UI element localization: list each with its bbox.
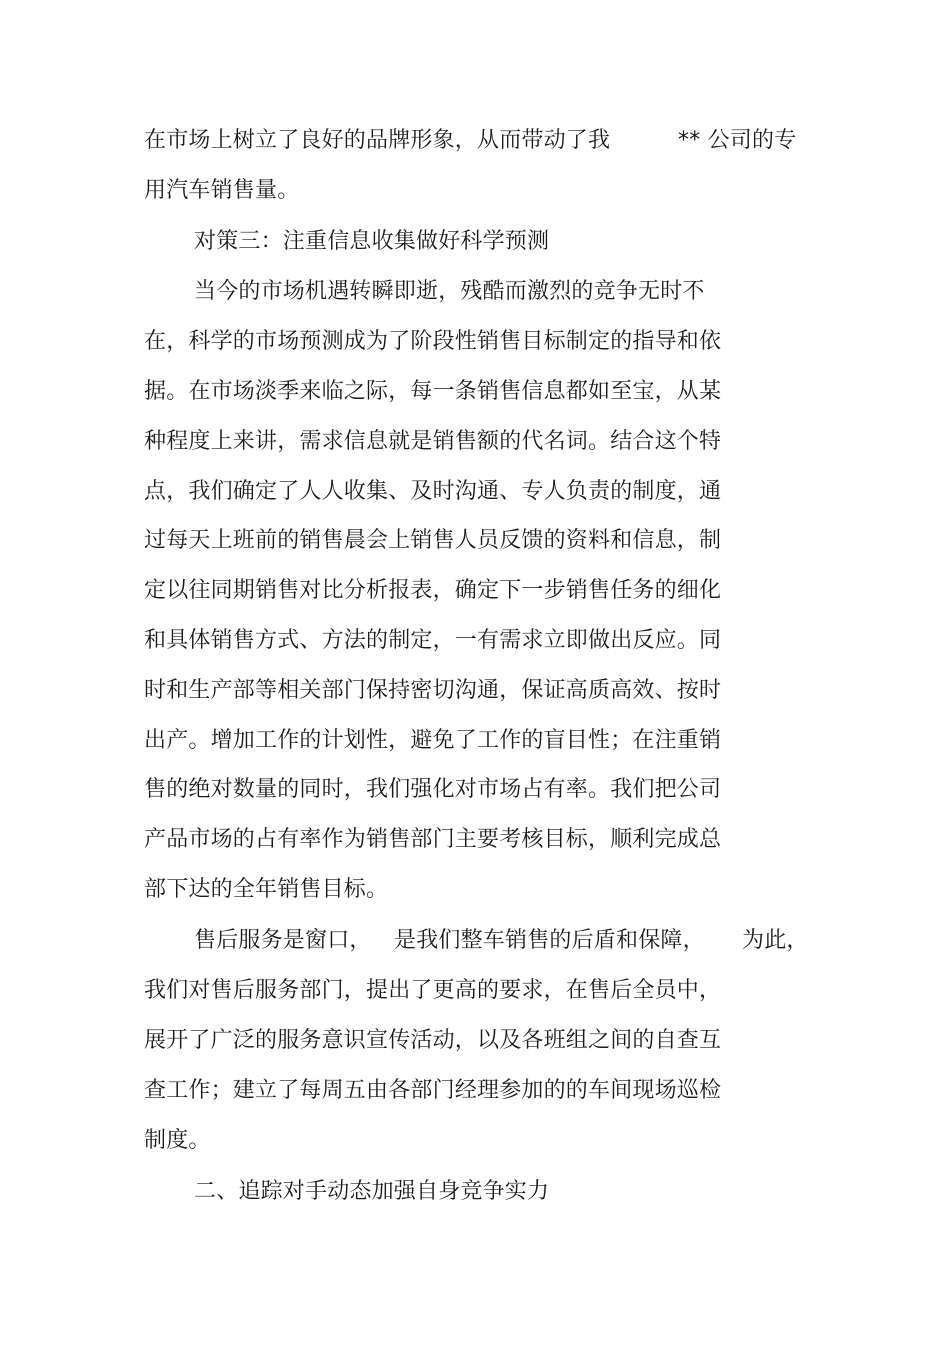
- paragraph-line: 用汽车销售量。: [144, 178, 300, 203]
- paragraph-line: 我们对售后服务部门，提出了更高的要求，在售后全员中，: [144, 978, 722, 1003]
- paragraph-line: 在，科学的市场预测成为了阶段性销售目标制定的指导和依: [144, 329, 722, 354]
- text-segment: 售后服务是窗口，: [194, 928, 372, 953]
- paragraph-line: 产品市场的占有率作为销售部门主要考核目标，顺利完成总: [144, 827, 722, 852]
- paragraph-line: 展开了广泛的服务意识宣传活动，以及各班组之间的自查互: [144, 1028, 722, 1053]
- paragraph-line: 种程度上来讲，需求信息就是销售额的代名词。结合这个特: [144, 429, 722, 454]
- paragraph-line: 售的绝对数量的同时，我们强化对市场占有率。我们把公司: [144, 777, 722, 802]
- paragraph-line: 查工作；建立了每周五由各部门经理参加的的车间现场巡检: [144, 1078, 722, 1103]
- paragraph-line: 和具体销售方式、方法的制定，一有需求立即做出反应。同: [144, 628, 722, 653]
- paragraph-line: 点，我们确定了人人收集、及时沟通、专人负责的制度，通: [144, 479, 722, 504]
- paragraph-line: 过每天上班前的销售晨会上销售人员反馈的资料和信息，制: [144, 528, 722, 553]
- paragraph-line: 当今的市场机遇转瞬即逝，残酷而激烈的竞争无时不: [194, 279, 705, 304]
- paragraph-line: 据。在市场淡季来临之际，每一条销售信息都如至宝，从某: [144, 379, 722, 404]
- paragraph-line: 出产。增加工作的计划性，避免了工作的盲目性；在注重销: [144, 728, 722, 753]
- paragraph-line: 定以往同期销售对比分析报表，确定下一步销售任务的细化: [144, 578, 722, 603]
- paragraph-line: 制度。: [144, 1128, 211, 1153]
- section-heading: 对策三：注重信息收集做好科学预测: [194, 229, 550, 254]
- paragraph-line: 时和生产部等相关部门保持密切沟通，保证高质高效、按时: [144, 678, 722, 703]
- text-segment: 是我们整车销售的后盾和保障，: [394, 928, 705, 953]
- paragraph-line: 部下达的全年销售目标。: [144, 877, 389, 902]
- text-segment: ** 公司的专: [678, 128, 797, 153]
- text-segment: 为此，: [742, 928, 809, 953]
- section-heading: 二、追踪对手动态加强自身竞争实力: [194, 1179, 550, 1204]
- text-segment: 在市场上树立了良好的品牌形象，从而带动了我: [144, 128, 611, 153]
